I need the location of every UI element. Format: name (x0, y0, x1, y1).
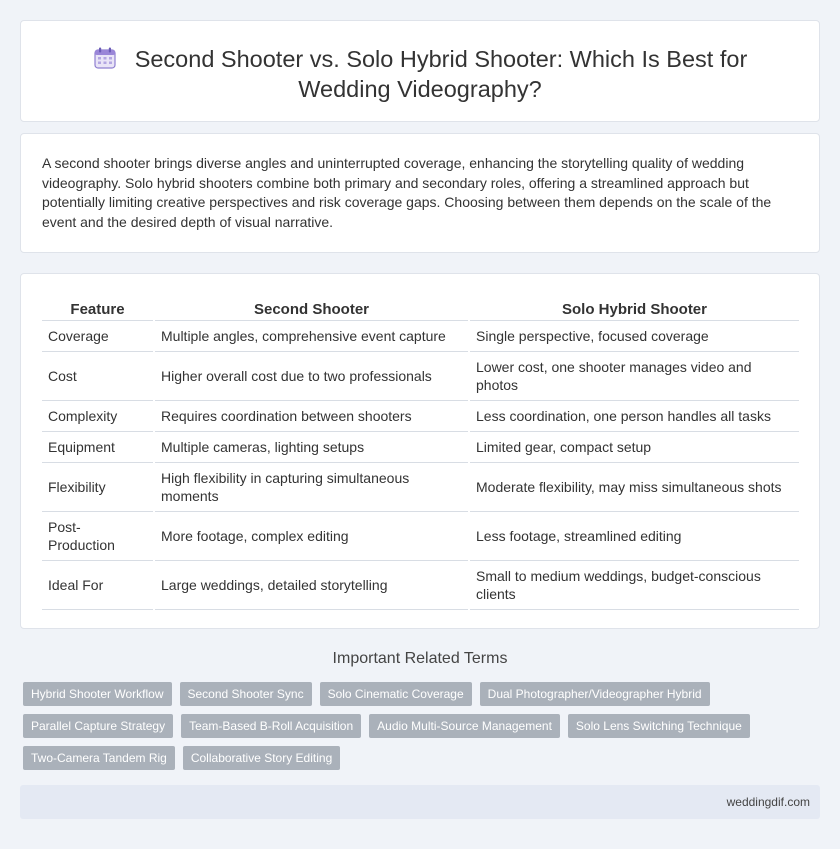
table-row (42, 320, 799, 351)
header-solo-hybrid: Solo Hybrid Shooter (469, 294, 799, 320)
table-cell: Ideal For (42, 560, 154, 609)
calendar-icon (93, 46, 117, 70)
table-row (42, 400, 799, 431)
title-line-1: Second Shooter vs. Solo Hybrid Shooter: Which Is Best for (134, 46, 748, 72)
table-row (42, 560, 799, 609)
table-cell: Large weddings, detailed storytelling (154, 560, 469, 609)
table-cell: High flexibility in capturing simultaneous moments (154, 462, 469, 511)
tag-second-shooter-sync[interactable]: Second Shooter Sync (180, 682, 312, 706)
table-cell: Coverage (42, 320, 154, 351)
intro-card (20, 133, 820, 253)
table-cell: More footage, complex editing (154, 511, 469, 560)
table-row (42, 511, 799, 560)
tag-audio-multi-source-management[interactable]: Audio Multi-Source Management (369, 714, 560, 738)
header-second-shooter: Second Shooter (154, 294, 469, 320)
table-cell: Higher overall cost due to two professionals (154, 351, 469, 400)
tag-solo-lens-switching-technique[interactable]: Solo Lens Switching Technique (568, 714, 750, 738)
table-cell: Single perspective, focused coverage (469, 320, 799, 351)
tag-two-camera-tandem-rig[interactable]: Two-Camera Tandem Rig (23, 746, 175, 770)
table-cell: Flexibility (42, 462, 154, 511)
related-terms-tags (23, 682, 813, 770)
intro-paragraph: A second shooter brings diverse angles and uninterrupted coverage, enhancing the storytelling quality of wedding videography. Solo hybrid shooters combine both primary and secondary roles, offering a streamlined approach but potentially limiting creative perspectives and risk coverage gaps. Choosing between them depends on the scale of the event and the desired depth of visual narrative. (42, 155, 772, 231)
tag-dual-photographer-videographer-hybrid[interactable]: Dual Photographer/Videographer Hybrid (480, 682, 710, 706)
table-cell: Lower cost, one shooter manages video and photos (469, 351, 799, 400)
comparison-table (42, 294, 799, 610)
table-cell: Moderate flexibility, may miss simultaneous shots (469, 462, 799, 511)
table-cell: Less coordination, one person handles all tasks (469, 400, 799, 431)
table-cell: Cost (42, 351, 154, 400)
table-cell: Limited gear, compact setup (469, 431, 799, 462)
table-cell: Requires coordination between shooters (154, 400, 469, 431)
header-feature: Feature (42, 294, 154, 320)
title-card (20, 20, 820, 122)
table-cell: Post-Production (42, 511, 154, 560)
footer-site-link[interactable]: weddingdif.com (726, 795, 810, 809)
table-row (42, 431, 799, 462)
comparison-card (20, 273, 820, 629)
tag-solo-cinematic-coverage[interactable]: Solo Cinematic Coverage (320, 682, 472, 706)
page-title (21, 44, 819, 104)
related-terms-title: Important Related Terms (332, 650, 508, 667)
table-cell: Multiple angles, comprehensive event capture (154, 320, 469, 351)
footer-bar (20, 785, 820, 819)
table-row (42, 351, 799, 400)
table-cell: Equipment (42, 431, 154, 462)
tag-hybrid-shooter-workflow[interactable]: Hybrid Shooter Workflow (23, 682, 172, 706)
table-cell: Small to medium weddings, budget-conscious clients (469, 560, 799, 609)
tag-collaborative-story-editing[interactable]: Collaborative Story Editing (183, 746, 340, 770)
tag-parallel-capture-strategy[interactable]: Parallel Capture Strategy (23, 714, 173, 738)
title-line-2: Wedding Videography? (298, 76, 542, 102)
table-header-row (42, 294, 799, 320)
tag-team-based-b-roll-acquisition[interactable]: Team-Based B-Roll Acquisition (181, 714, 361, 738)
table-cell: Multiple cameras, lighting setups (154, 431, 469, 462)
table-cell: Complexity (42, 400, 154, 431)
table-cell: Less footage, streamlined editing (469, 511, 799, 560)
table-row (42, 462, 799, 511)
